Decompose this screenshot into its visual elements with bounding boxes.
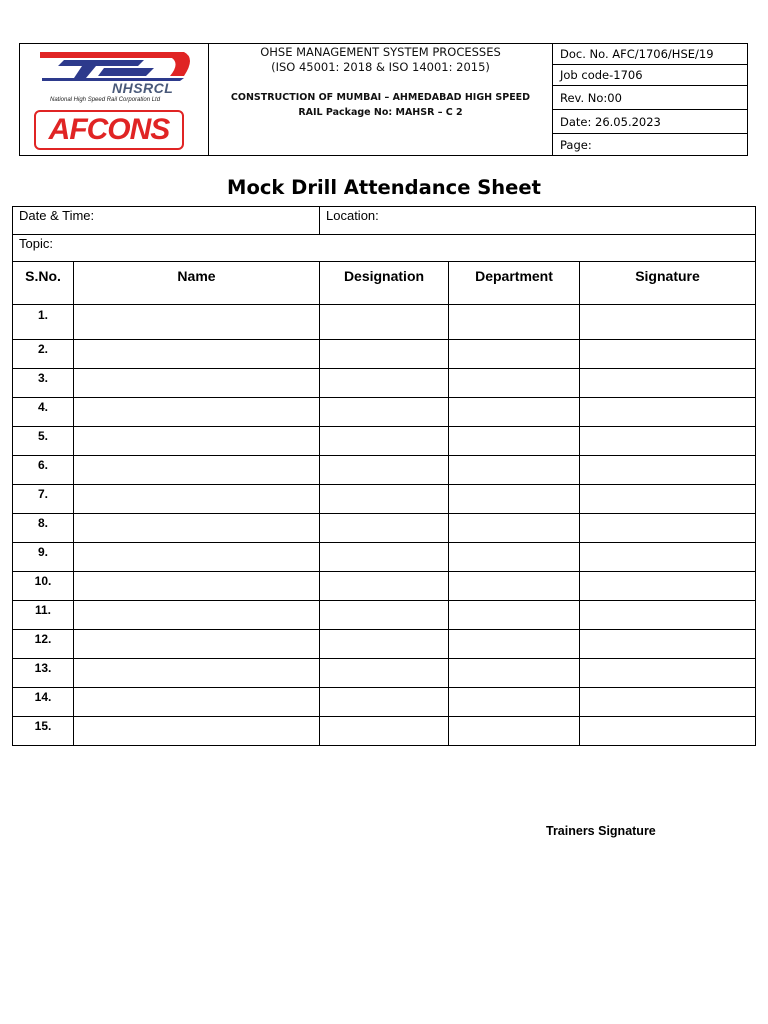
signature-cell[interactable] (580, 427, 756, 456)
name-cell[interactable] (74, 485, 320, 514)
department-cell[interactable] (449, 340, 580, 369)
designation-cell[interactable] (320, 572, 449, 601)
document-date: Date: 26.05.2023 (553, 110, 747, 134)
topic-label: Topic: (19, 236, 53, 251)
table-row (13, 543, 756, 572)
serial-number-cell: 1. (13, 305, 74, 340)
designation-cell[interactable] (320, 398, 449, 427)
table-row (13, 572, 756, 601)
department-cell[interactable] (449, 630, 580, 659)
name-cell[interactable] (74, 572, 320, 601)
serial-number-cell: 10. (13, 572, 74, 601)
department-cell[interactable] (449, 717, 580, 746)
afcons-logo-text: AFCONS (48, 113, 170, 146)
department-cell[interactable] (449, 572, 580, 601)
serial-number-cell: 6. (13, 456, 74, 485)
serial-number-cell: 15. (13, 717, 74, 746)
designation-cell[interactable] (320, 456, 449, 485)
table-header-row (13, 262, 756, 305)
logo-cell (20, 44, 209, 155)
signature-cell[interactable] (580, 543, 756, 572)
designation-cell[interactable] (320, 601, 449, 630)
date-time-field[interactable] (13, 207, 320, 235)
table-row (13, 485, 756, 514)
header-title-cell (209, 44, 553, 155)
designation-cell[interactable] (320, 305, 449, 340)
page-title: Mock Drill Attendance Sheet (227, 176, 541, 199)
date-time-label: Date & Time: (19, 208, 95, 223)
table-row (13, 305, 756, 340)
revision-number: Rev. No:00 (553, 86, 747, 110)
serial-number-cell: 13. (13, 659, 74, 688)
table-row (13, 717, 756, 746)
signature-cell[interactable] (580, 688, 756, 717)
table-row (13, 630, 756, 659)
location-field[interactable] (320, 207, 756, 235)
iso-standards: (ISO 45001: 2018 & ISO 14001: 2015) (271, 60, 490, 74)
department-cell[interactable] (449, 305, 580, 340)
table-row (13, 601, 756, 630)
name-cell[interactable] (74, 601, 320, 630)
name-cell[interactable] (74, 543, 320, 572)
signature-cell[interactable] (580, 456, 756, 485)
name-cell[interactable] (74, 305, 320, 340)
table-row (13, 456, 756, 485)
department-cell[interactable] (449, 601, 580, 630)
department-cell[interactable] (449, 543, 580, 572)
topic-field[interactable] (13, 235, 756, 262)
designation-cell[interactable] (320, 427, 449, 456)
table-row (13, 659, 756, 688)
name-cell[interactable] (74, 630, 320, 659)
table-row (13, 340, 756, 369)
designation-cell[interactable] (320, 688, 449, 717)
column-header-signature: Signature (580, 262, 756, 305)
serial-number-cell: 7. (13, 485, 74, 514)
nhsrcl-subtext: National High Speed Rail Corporation Ltd (50, 97, 161, 103)
signature-cell[interactable] (580, 601, 756, 630)
job-code: Job code-1706 (553, 65, 747, 86)
afcons-logo (34, 110, 184, 150)
designation-cell[interactable] (320, 543, 449, 572)
column-header-designation: Designation (320, 262, 449, 305)
nhsrcl-text: NHSRCL (112, 80, 174, 96)
attendance-table (12, 261, 756, 746)
table-row (13, 514, 756, 543)
name-cell[interactable] (74, 398, 320, 427)
designation-cell[interactable] (320, 717, 449, 746)
system-process-title: OHSE MANAGEMENT SYSTEM PROCESSES (260, 45, 501, 59)
doc-number: Doc. No. AFC/1706/HSE/19 (553, 44, 747, 65)
department-cell[interactable] (449, 659, 580, 688)
serial-number-cell: 5. (13, 427, 74, 456)
designation-cell[interactable] (320, 340, 449, 369)
project-name-line2: RAIL Package No: MAHSR – C 2 (298, 107, 463, 118)
signature-cell[interactable] (580, 369, 756, 398)
signature-cell[interactable] (580, 514, 756, 543)
signature-cell[interactable] (580, 398, 756, 427)
page-number: Page: (560, 137, 592, 152)
serial-number-cell: 12. (13, 630, 74, 659)
designation-cell[interactable] (320, 369, 449, 398)
column-header-department: Department (449, 262, 580, 305)
designation-cell[interactable] (320, 514, 449, 543)
serial-number-cell: 2. (13, 340, 74, 369)
name-cell[interactable] (74, 427, 320, 456)
serial-number-cell: 9. (13, 543, 74, 572)
table-row (13, 369, 756, 398)
department-cell[interactable] (449, 427, 580, 456)
project-name-line1: CONSTRUCTION OF MUMBAI – AHMEDABAD HIGH SPEED (230, 92, 531, 103)
signature-cell[interactable] (580, 630, 756, 659)
document-meta-cell (553, 44, 747, 155)
signature-cell[interactable] (580, 340, 756, 369)
serial-number-cell: 4. (13, 398, 74, 427)
department-cell[interactable] (449, 398, 580, 427)
signature-cell[interactable] (580, 659, 756, 688)
column-header-name: Name (74, 262, 320, 305)
name-cell[interactable] (74, 514, 320, 543)
name-cell[interactable] (74, 688, 320, 717)
signature-cell[interactable] (580, 485, 756, 514)
document-header (19, 43, 748, 156)
attendance-rows (13, 305, 756, 746)
location-label: Location: (326, 208, 379, 223)
table-row (13, 398, 756, 427)
signature-cell[interactable] (580, 717, 756, 746)
name-cell[interactable] (74, 659, 320, 688)
signature-cell[interactable] (580, 305, 756, 340)
table-row (13, 688, 756, 717)
serial-number-cell: 3. (13, 369, 74, 398)
table-row (13, 427, 756, 456)
name-cell[interactable] (74, 456, 320, 485)
serial-number-cell: 14. (13, 688, 74, 717)
column-header-sno: S.No. (13, 262, 74, 305)
serial-number-cell: 11. (13, 601, 74, 630)
designation-cell[interactable] (320, 485, 449, 514)
drill-info-table (12, 206, 756, 262)
designation-cell[interactable] (320, 659, 449, 688)
designation-cell[interactable] (320, 630, 449, 659)
name-cell[interactable] (74, 340, 320, 369)
department-cell[interactable] (449, 369, 580, 398)
department-cell[interactable] (449, 688, 580, 717)
department-cell[interactable] (449, 485, 580, 514)
name-cell[interactable] (74, 717, 320, 746)
serial-number-cell: 8. (13, 514, 74, 543)
name-cell[interactable] (74, 369, 320, 398)
signature-cell[interactable] (580, 572, 756, 601)
department-cell[interactable] (449, 456, 580, 485)
trainer-signature-label: Trainers Signature (546, 824, 656, 838)
department-cell[interactable] (449, 514, 580, 543)
